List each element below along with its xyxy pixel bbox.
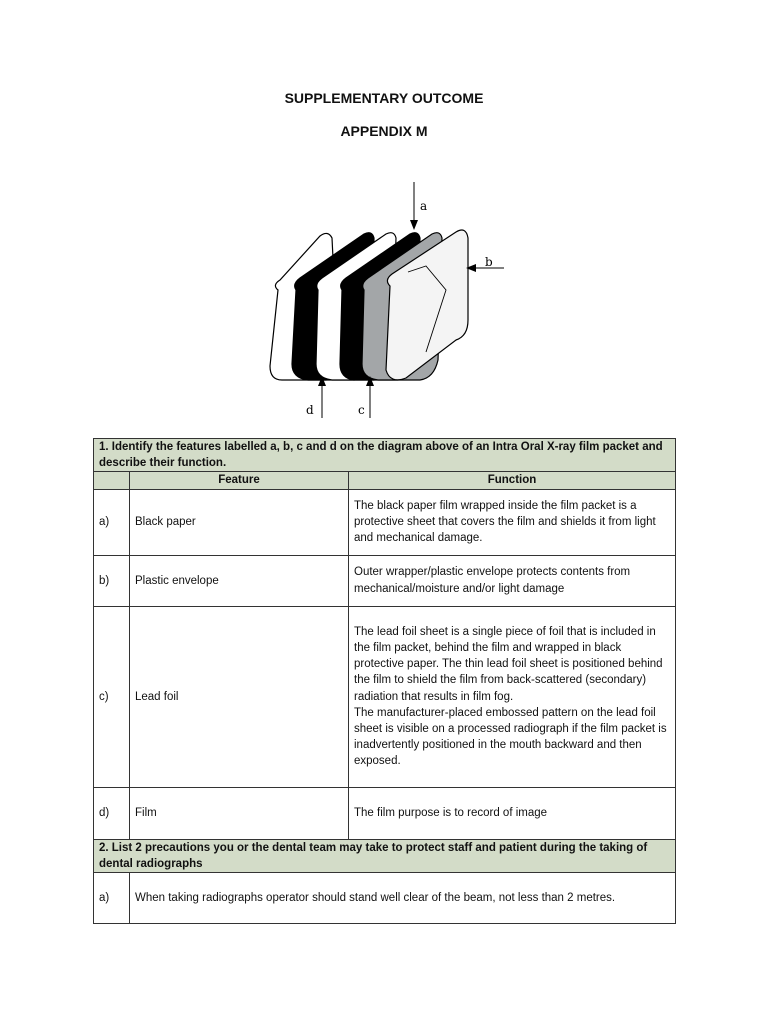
page-title: SUPPLEMENTARY OUTCOME [284,90,484,106]
function-cell: The black paper film wrapped inside the film packet is a protective sheet that covers the film and shields it from light and mechanical damage. [349,489,676,555]
answer-cell: When taking radiographs operator should stand well clear of the beam, not less than 2 metres. [130,873,676,924]
function-cell [349,606,676,787]
function-cell: Outer wrapper/plastic envelope protects contents from mechanical/moisture and/or light damage [349,555,676,606]
question-1-text: 1. Identify the features labelled a, b, c and d on the diagram above of an Intra Oral X-ray film packet and describe their function. [94,439,676,472]
question-2-row [94,839,676,872]
film-packet-diagram [260,180,510,420]
function-cell: The film purpose is to record of image [349,787,676,839]
table-row [94,489,676,555]
table-row [94,873,676,924]
row-letter: b) [94,555,130,606]
feature-header: Feature [130,472,349,489]
question-1-row [94,439,676,472]
row-letter: d) [94,787,130,839]
feature-cell: Film [130,787,349,839]
label-b: b [485,255,493,269]
table-row [94,555,676,606]
row-letter: a) [94,873,130,924]
page-subtitle: APPENDIX M [340,123,428,139]
feature-cell: Black paper [130,489,349,555]
label-a: a [420,199,428,213]
feature-cell: Plastic envelope [130,555,349,606]
question-table [93,438,676,924]
function-paragraph-2: The manufacturer-placed embossed pattern on the lead foil sheet is visible on a processed radiograph if the film packet is inadvertently positioned in the mouth backward and then exposed. [354,706,667,768]
question-2-text: 2. List 2 precautions you or the dental team may take to protect staff and patient during the taking of dental radiographs [94,839,676,872]
table-row [94,787,676,839]
function-header: Function [349,472,676,489]
letter-header [94,472,130,489]
label-c: c [358,403,365,417]
row-letter: c) [94,606,130,787]
label-d: d [306,403,314,417]
table-row [94,606,676,787]
function-paragraph-1: The lead foil sheet is a single piece of foil that is included in the film packet, behind the film and wrapped in black protective paper. The thin lead foil sheet is positioned behind the film to shield the film from back-scattered (secondary) radiation that results in film fog. [354,625,663,703]
feature-cell: Lead foil [130,606,349,787]
row-letter: a) [94,489,130,555]
column-header-row [94,472,676,489]
